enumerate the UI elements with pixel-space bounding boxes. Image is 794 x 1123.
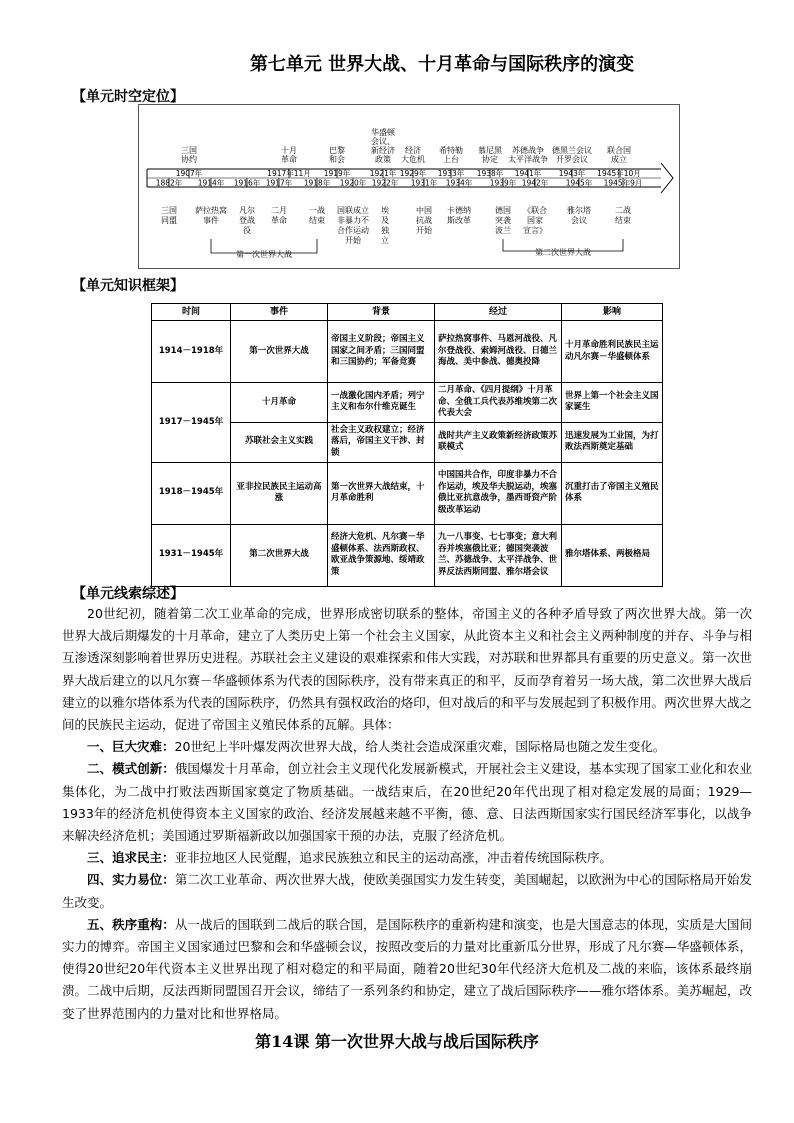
timeline-event-label: 萨拉热窝	[195, 206, 227, 215]
header-process: 经过	[435, 304, 562, 321]
timeline-event-label: 开罗会议	[556, 155, 588, 164]
table-row	[152, 321, 663, 383]
point-text: 从一战后的国联到二战后的联合国，是国际秩序的重新构建和演变，也是大国意志的体现，实质是大国间实力的博弈。帝国主义国家通过巴黎和会和华盛顿会议，按照改变后的力量对比重新瓜分世界，形成了凡尔赛—华盛顿体系，使得20世纪20年代资本主义世界出现了相对稳定的和平局面，随着20世纪30年代经济大危机及二战的来临，该体系最终崩溃。二战中后期，反法西斯同盟国召开会议，缔结了一系列条约和协定，建立了战后国际秩序——雅尔塔体系。美苏崛起，改变了世界范围内的力量对比和世界格局。	[62, 916, 752, 1021]
timeline-year: 1916年	[233, 178, 261, 188]
cell-event: 亚非拉民族民主运动高涨	[231, 462, 328, 524]
point-label: 四、实力易位：	[87, 872, 175, 888]
timeline-event-label: 联合国	[607, 146, 631, 155]
timeline-event-label: 役	[243, 226, 251, 235]
cell-time: 1931－1945年	[152, 524, 231, 586]
timeline-year: 1945年10月	[597, 169, 641, 178]
timeline-event-label: 上台	[443, 155, 459, 164]
ww1-label: 第一次世界大战	[236, 250, 292, 259]
timeline-event-label: 斯改革	[447, 216, 471, 225]
cell-impact: 十月革命胜利民族民主运动凡尔赛－华盛顿体系	[562, 321, 663, 383]
timeline-year: 1945年9月	[603, 178, 643, 188]
cell-impact: 雅尔塔体系、两极格局	[562, 524, 663, 586]
header-time: 时间	[152, 304, 231, 321]
timeline-event-label: 宣言》	[523, 226, 547, 235]
timeline-event-label: 政策	[375, 155, 391, 164]
timeline-year: 1933年	[437, 169, 465, 178]
summary-body	[62, 603, 752, 1025]
summary-point	[62, 869, 752, 913]
timeline-event-label: 埃	[381, 206, 389, 215]
cell-event: 第二次世界大战	[231, 524, 328, 586]
timeline-event-label: 中国	[416, 206, 432, 215]
cell-event: 苏联社会主义实践	[231, 422, 328, 462]
timeline-event-label: 德黑兰会议	[552, 146, 592, 155]
timeline-event-label: 经济	[405, 146, 421, 155]
summary-point	[62, 914, 752, 1025]
timeline-event-label: 希特勒	[439, 146, 463, 155]
point-label: 三、追求民主：	[87, 850, 175, 866]
timeline-event-label: 巴黎	[329, 146, 345, 155]
timeline-event-label: 结束	[309, 216, 325, 225]
timeline-year: 1917年	[265, 178, 293, 188]
table-row	[152, 383, 663, 422]
timeline-year: 1942年	[521, 178, 549, 188]
timeline-event-label: 新经济	[371, 146, 395, 155]
point-text: 亚非拉地区人民觉醒，追求民族独立和民主的运动高涨，冲击着传统国际秩序。	[174, 850, 613, 866]
cell-background: 社会主义政权建立；经济落后，帝国主义干涉、封锁	[328, 422, 435, 462]
timeline-year: 1914年	[197, 178, 225, 188]
section-summary: 【单元线索综述】	[72, 586, 184, 602]
table-row	[152, 462, 663, 524]
timeline-year: 1918年	[303, 178, 331, 188]
cell-background: 帝国主义阶段；帝国主义国家之间矛盾；三国同盟和三国协约；军备竞赛	[328, 321, 435, 383]
timeline-event-label: 同盟	[161, 216, 177, 225]
timeline-year: 1920年	[339, 178, 367, 188]
timeline-box	[138, 104, 680, 269]
cell-process: 中国国共合作，印度非暴力不合作运动，埃及华夫脱运动，埃塞俄比亚抗意战争，墨西哥资产阶级改革运动	[435, 462, 562, 524]
point-label: 一、巨大灾难：	[87, 739, 175, 755]
timeline-event-label: 三国	[181, 146, 197, 155]
timeline-year: 1945年	[565, 178, 593, 188]
header-background: 背景	[328, 304, 435, 321]
timeline-event-label: 独	[381, 226, 389, 235]
timeline-event-label: 开始	[416, 226, 432, 235]
cell-background: 一战激化国内矛盾；列宁主义和布尔什维克诞生	[328, 383, 435, 422]
knowledge-framework-table	[151, 303, 663, 587]
cell-impact: 世界上第一个社会主义国家诞生	[562, 383, 663, 422]
cell-impact: 迅速发展为工业国，为打败法西斯奠定基础	[562, 422, 663, 462]
cell-background: 第一次世界大战结束，十月革命胜利	[328, 462, 435, 524]
cell-event: 第一次世界大战	[231, 321, 328, 383]
timeline-year: 1882年	[155, 178, 183, 188]
cell-time: 1914－1918年	[152, 321, 231, 383]
summary-point	[62, 847, 752, 869]
timeline-event-label: 抗战	[416, 216, 432, 225]
timeline-event-label: 立	[381, 236, 389, 245]
timeline-year: 1917年11月	[267, 169, 311, 178]
timeline-year: 1938年	[476, 169, 504, 178]
section-framework: 【单元知识框架】	[72, 278, 184, 294]
summary-intro: 20世纪初，随着第二次工业革命的完成，世界形成密切联系的整体，帝国主义的各种矛盾导致了两次世界大战。第一次世界大战后期爆发的十月革命，建立了人类历史上第一个社会主义国家，从此资本主义和社会主义两种制度的并存、斗争与相互渗透深刻影响着世界历史进程。苏联社会主义建设的艰难探索和伟大实践，对苏联和世界都具有重要的历史意义。第一次世界大战后建立的以凡尔赛－华盛顿体系为代表的国际秩序，没有带来真正的和平，反而孕育着另一场大战，第二次世界大战后建立的以雅尔塔体系为代表的国际秩序，仍然具有强权政治的烙印，但对战后的和平与发展起到了积极作用。两次世界大战之间的民族民主运动，促进了帝国主义殖民体系的瓦解。具体：	[62, 606, 752, 733]
timeline-event-label: 三国	[161, 206, 177, 215]
timeline-event-label: 和会	[329, 155, 345, 164]
timeline-event-label: 卡德纳	[447, 206, 471, 215]
timeline-arrow-head	[661, 163, 673, 193]
point-text: 20世纪上半叶爆发两次世界大战，给人类社会造成深重灾难，国际格局也随之发生变化。	[174, 739, 666, 755]
timeline-event-label: 苏德战争	[512, 146, 544, 155]
unit-title: 第七单元 世界大战、十月革命与国际秩序的演变	[249, 54, 635, 75]
timeline-year: 1943年	[558, 169, 586, 178]
point-text: 俄国爆发十月革命，创立社会主义现代化发展新模式，开展社会主义建设，基本实现了国家工业化和农业集体化，为二战中打败法西斯国家奠定了物质基础。一战结束后，在20世纪20年代出现了相对稳定发展的局面；1929—1933年的经济危机使得资本主义国家的政治、经济发展越来越不平衡，德、意、日法西斯国家实行国民经济军事化，以战争来解决经济危机；美国通过罗斯福新政以加强国家干预的办法，克服了经济危机。	[62, 761, 752, 844]
timeline-event-label: 革命	[271, 216, 287, 225]
timeline-event-label: 结束	[615, 216, 631, 225]
summary-point	[62, 736, 752, 758]
timeline-event-label: 会议、	[371, 137, 395, 146]
ww2-label: 第二次世界大战	[535, 248, 591, 257]
cell-process: 二月革命、《四月提纲》十月革命、全俄工兵代表苏维埃第二次代表大会	[435, 383, 562, 422]
timeline-event-label: 协定	[482, 155, 498, 164]
timeline-year: 1921年	[369, 169, 397, 178]
timeline-event-label: 慕尼黑	[478, 146, 502, 155]
cell-background: 经济大危机、凡尔赛－华盛顿体系、法西斯政权、欧亚战争策源地、绥靖政策	[328, 524, 435, 586]
timeline-event-label: 太平洋战争	[508, 155, 548, 164]
timeline-event-label: 《联合	[523, 206, 547, 215]
timeline-event-label: 会议	[571, 216, 587, 225]
timeline-event-label: 波兰	[495, 226, 511, 235]
timeline-event-label: 凡尔	[239, 206, 255, 215]
timeline-event-label: 革命	[281, 155, 297, 164]
timeline-event-label: 及	[381, 216, 389, 225]
timeline-year: 1934年	[445, 178, 473, 188]
timeline-event-label: 大危机	[401, 155, 425, 164]
timeline-year: 1922年	[371, 178, 399, 188]
point-label: 五、秩序重构：	[87, 916, 175, 932]
table-row	[152, 524, 663, 586]
timeline-year: 1941年	[514, 169, 542, 178]
timeline-event-label: 非暴力不	[337, 216, 369, 225]
lesson-title: 第14课 第一次世界大战与战后国际秩序	[255, 1032, 539, 1051]
cell-process: 萨拉热窝事件、马恩河战役、凡尔登战役、索姆河战役、日德兰海战、美中参战、德奥投降	[435, 321, 562, 383]
timeline-event-label: 国家	[527, 216, 543, 225]
point-text: 第二次工业革命、两次世界大战，使欧美强国实力发生转变，美国崛起，以欧洲为中心的国际格局开始发生改变。	[62, 872, 752, 910]
timeline-event-label: 二战	[615, 206, 631, 215]
timeline-event-label: 二月	[271, 206, 287, 215]
timeline-event-label: 突袭	[495, 216, 511, 225]
timeline-event-label: 国联成立	[337, 206, 369, 215]
timeline-event-label: 开始	[345, 236, 361, 245]
timeline-event-label: 登战	[239, 216, 255, 225]
timeline-event-label: 雅尔塔	[567, 206, 591, 215]
table-header-row	[152, 304, 663, 321]
timeline-year: 1907年	[175, 169, 203, 178]
cell-impact: 沉重打击了帝国主义殖民体系	[562, 462, 663, 524]
timeline-event-label: 合作运动	[337, 226, 369, 235]
cell-process: 战时共产主义政策新经济政策苏联模式	[435, 422, 562, 462]
timeline-event-label: 事件	[203, 216, 219, 225]
timeline-event-label: 一战	[309, 206, 325, 215]
cell-event: 十月革命	[231, 383, 328, 422]
cell-process: 九一八事变、七七事变；意大利吞并埃塞俄比亚；德国突袭波兰、苏德战争、太平洋战争、世界反法西斯同盟、雅尔塔会议	[435, 524, 562, 586]
timeline-event-label: 德国	[495, 206, 511, 215]
timeline-chart	[139, 105, 679, 268]
timeline-year: 1919年	[323, 169, 351, 178]
timeline-year: 1929年	[399, 169, 427, 178]
timeline-event-label: 协约	[181, 155, 197, 164]
summary-point	[62, 758, 752, 847]
header-event: 事件	[231, 304, 328, 321]
section-positioning: 【单元时空定位】	[72, 89, 184, 105]
cell-time: 1918－1945年	[152, 462, 231, 524]
cell-time: 1917－1945年	[152, 383, 231, 462]
timeline-event-label: 成立	[611, 155, 627, 164]
timeline-year: 1931年	[410, 178, 438, 188]
header-impact: 影响	[562, 304, 663, 321]
timeline-year: 1939年	[489, 178, 517, 188]
timeline-event-label: 华盛顿	[371, 128, 395, 137]
timeline-event-label: 十月	[281, 146, 297, 155]
point-label: 二、模式创新：	[87, 761, 175, 777]
